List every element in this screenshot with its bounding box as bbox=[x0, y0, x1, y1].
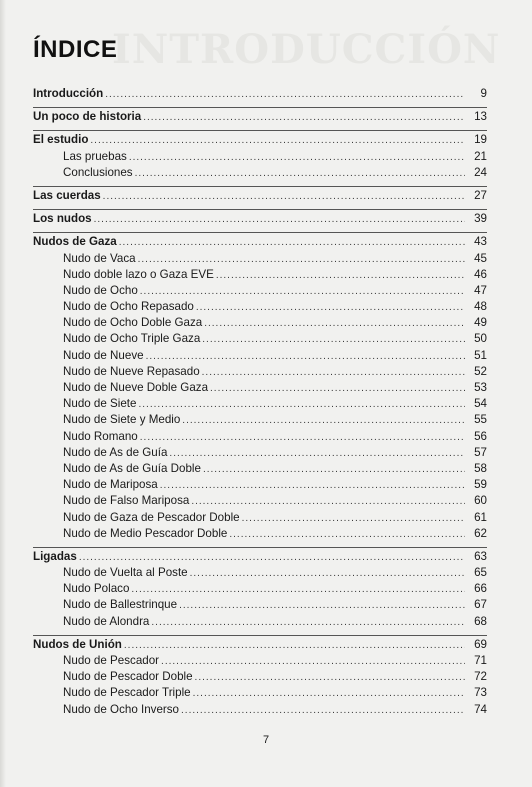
toc-chapter-entry bbox=[33, 86, 487, 102]
toc-leader-dots bbox=[79, 550, 465, 566]
toc-entry-label: Nudo de Nueve Doble Gaza bbox=[63, 381, 209, 394]
toc-leader-dots bbox=[94, 212, 465, 228]
toc-subentry bbox=[33, 526, 487, 542]
toc-leader-dots bbox=[90, 133, 465, 149]
toc-leader-dots bbox=[105, 87, 465, 103]
toc-subentry bbox=[33, 396, 487, 412]
toc-section bbox=[33, 130, 487, 181]
toc-subentry bbox=[33, 251, 487, 267]
toc-section bbox=[33, 232, 487, 542]
toc-entry-page: 51 bbox=[474, 348, 487, 362]
toc-leader-dots bbox=[182, 413, 465, 429]
toc-leader-dots bbox=[191, 494, 465, 510]
toc-entry-label: Nudo de Vuelta al Poste bbox=[63, 566, 188, 580]
toc-section bbox=[33, 209, 487, 227]
toc-chapter-entry bbox=[33, 234, 487, 250]
toc-subentry bbox=[33, 653, 487, 669]
toc-entry-page: 9 bbox=[480, 87, 487, 100]
toc-subentry bbox=[33, 510, 487, 526]
toc-entry-page: 74 bbox=[474, 702, 487, 716]
toc-entry-page: 60 bbox=[474, 494, 487, 508]
toc-leader-dots bbox=[161, 654, 465, 670]
toc-leader-dots bbox=[140, 284, 465, 300]
toc-leader-dots bbox=[242, 511, 465, 527]
toc-leader-dots bbox=[160, 478, 465, 494]
toc-subentry bbox=[33, 299, 487, 315]
toc-entry-page: 54 bbox=[474, 397, 487, 411]
toc-leader-dots bbox=[140, 430, 465, 446]
toc-subentry bbox=[33, 315, 487, 331]
toc-leader-dots bbox=[143, 110, 465, 126]
toc-entry-page: 58 bbox=[474, 461, 487, 475]
toc-leader-dots bbox=[131, 582, 465, 598]
toc-entry-label: Un poco de historia bbox=[33, 110, 142, 124]
toc-entry-label: Nudo de Siete bbox=[63, 397, 137, 411]
toc-leader-dots bbox=[229, 527, 465, 543]
toc-chapter-entry bbox=[33, 637, 487, 653]
toc-chapter-entry bbox=[33, 132, 487, 148]
toc-entry-page: 49 bbox=[474, 316, 487, 330]
toc-entry-page: 57 bbox=[474, 445, 487, 459]
toc-entry-label: Nudo de Ocho bbox=[63, 283, 138, 297]
toc-entry-page: 50 bbox=[474, 332, 487, 346]
toc-entry-label: Nudo de Pescador Triple bbox=[63, 686, 191, 700]
toc-entry-page: 59 bbox=[474, 478, 487, 492]
toc-leader-dots bbox=[151, 615, 465, 631]
toc-subentry bbox=[33, 165, 487, 181]
toc-entry-page: 53 bbox=[474, 381, 487, 394]
toc-entry-page: 52 bbox=[474, 364, 487, 378]
toc-section bbox=[33, 186, 487, 204]
toc-leader-dots bbox=[169, 446, 465, 462]
toc-entry-label: Nudo de Ocho Inverso bbox=[63, 702, 180, 716]
toc-entry-page: 66 bbox=[474, 582, 487, 596]
toc-subentry bbox=[33, 685, 487, 701]
toc-chapter-entry bbox=[33, 188, 487, 204]
toc-subentry bbox=[33, 493, 487, 509]
toc-entry-page: 68 bbox=[474, 614, 487, 628]
toc-entry-page: 63 bbox=[474, 549, 487, 563]
page-title: ÍNDICE bbox=[33, 36, 118, 63]
toc-leader-dots bbox=[202, 365, 465, 381]
toc-subentry bbox=[33, 429, 487, 445]
toc-subentry bbox=[33, 597, 487, 613]
toc-entry-page: 72 bbox=[474, 670, 487, 684]
toc-entry-label: Nudo de Siete y Medio bbox=[63, 413, 181, 427]
toc-entry-label: Nudo de Medio Pescador Doble bbox=[63, 526, 228, 540]
toc-entry-page: 43 bbox=[474, 235, 487, 249]
toc-entry-label: Nudo Romano bbox=[63, 429, 138, 443]
toc-chapter-entry bbox=[33, 549, 487, 565]
table-of-contents bbox=[33, 85, 487, 718]
toc-section bbox=[33, 635, 487, 718]
toc-leader-dots bbox=[119, 235, 465, 251]
toc-leader-dots bbox=[202, 332, 465, 348]
toc-entry-label: Introducción bbox=[33, 87, 104, 100]
toc-leader-dots bbox=[181, 703, 465, 719]
toc-subentry bbox=[33, 461, 487, 477]
toc-entry-page: 21 bbox=[474, 149, 487, 163]
toc-entry-page: 69 bbox=[474, 637, 487, 651]
toc-entry-label: Nudo de Ocho Doble Gaza bbox=[63, 316, 203, 330]
toc-leader-dots bbox=[124, 638, 465, 654]
toc-entry-label: Nudo de Mariposa bbox=[63, 478, 158, 492]
toc-entry-page: 24 bbox=[474, 165, 487, 179]
toc-subentry bbox=[33, 267, 487, 283]
toc-entry-label: Ligadas bbox=[33, 549, 77, 563]
toc-subentry bbox=[33, 669, 487, 685]
toc-subentry bbox=[33, 331, 487, 347]
toc-entry-label: Nudo doble lazo o Gaza EVE bbox=[63, 267, 214, 281]
toc-leader-dots bbox=[179, 598, 465, 614]
toc-leader-dots bbox=[103, 189, 465, 205]
toc-chapter-entry bbox=[33, 109, 487, 125]
toc-subentry bbox=[33, 348, 487, 364]
toc-entry-page: 27 bbox=[474, 188, 487, 202]
toc-leader-dots bbox=[190, 566, 465, 582]
toc-entry-page: 56 bbox=[474, 429, 487, 443]
toc-section bbox=[33, 85, 487, 102]
toc-subentry bbox=[33, 364, 487, 380]
toc-entry-label: Nudos de Gaza bbox=[33, 235, 117, 249]
toc-entry-page: 62 bbox=[474, 526, 487, 540]
toc-entry-page: 19 bbox=[474, 133, 487, 147]
toc-entry-label: Nudo de Ocho Triple Gaza bbox=[63, 332, 201, 346]
toc-chapter-entry bbox=[33, 211, 487, 227]
toc-subentry bbox=[33, 412, 487, 428]
toc-entry-label: Nudo de As de Guía bbox=[63, 445, 168, 459]
toc-entry-label: Conclusiones bbox=[63, 165, 133, 179]
toc-section bbox=[33, 547, 487, 630]
toc-entry-page: 46 bbox=[474, 267, 487, 281]
toc-entry-label: Los nudos bbox=[33, 212, 92, 226]
toc-leader-dots bbox=[138, 397, 465, 413]
page-number: 7 bbox=[262, 734, 270, 746]
toc-entry-label: Las cuerdas bbox=[33, 188, 101, 202]
toc-leader-dots bbox=[203, 462, 465, 478]
toc-entry-page: 13 bbox=[474, 110, 487, 124]
toc-leader-dots bbox=[135, 166, 465, 182]
toc-subentry bbox=[33, 149, 487, 165]
toc-subentry bbox=[33, 380, 487, 396]
toc-entry-label: Nudo de As de Guía Doble bbox=[63, 461, 201, 475]
toc-entry-page: 47 bbox=[474, 283, 487, 297]
toc-subentry bbox=[33, 702, 487, 718]
toc-subentry bbox=[33, 283, 487, 299]
toc-leader-dots bbox=[216, 268, 465, 284]
toc-section bbox=[33, 107, 487, 125]
toc-entry-page: 67 bbox=[474, 598, 487, 612]
toc-entry-label: Nudo de Pescador bbox=[63, 654, 160, 667]
toc-entry-page: 65 bbox=[474, 566, 487, 580]
toc-entry-label: Nudo de Vaca bbox=[63, 251, 136, 265]
toc-entry-label: Nudo de Ballestrinque bbox=[63, 598, 178, 612]
toc-entry-label: Nudo de Alondra bbox=[63, 614, 150, 628]
toc-leader-dots bbox=[195, 670, 465, 686]
toc-leader-dots bbox=[196, 300, 465, 316]
toc-entry-label: Las pruebas bbox=[63, 149, 127, 163]
toc-subentry bbox=[33, 445, 487, 461]
toc-entry-page: 71 bbox=[474, 654, 487, 667]
toc-entry-label: Nudos de Unión bbox=[33, 637, 122, 651]
toc-entry-page: 48 bbox=[474, 300, 487, 314]
toc-entry-page: 45 bbox=[474, 251, 487, 265]
toc-leader-dots bbox=[146, 349, 465, 365]
toc-leader-dots bbox=[204, 316, 465, 332]
toc-entry-page: 61 bbox=[474, 510, 487, 524]
page-edge-shadow bbox=[0, 0, 6, 787]
toc-entry-page: 55 bbox=[474, 413, 487, 427]
toc-entry-label: Nudo de Pescador Doble bbox=[63, 670, 193, 684]
toc-subentry bbox=[33, 477, 487, 493]
toc-subentry bbox=[33, 581, 487, 597]
toc-entry-label: Nudo de Nueve Repasado bbox=[63, 364, 200, 378]
toc-subentry bbox=[33, 614, 487, 630]
toc-leader-dots bbox=[193, 686, 465, 702]
toc-entry-page: 39 bbox=[474, 212, 487, 226]
toc-entry-label: Nudo de Nueve bbox=[63, 348, 144, 362]
toc-entry-page: 73 bbox=[474, 686, 487, 700]
toc-leader-dots bbox=[138, 252, 465, 268]
toc-entry-label: Nudo de Falso Mariposa bbox=[63, 494, 190, 508]
toc-entry-label: El estudio bbox=[33, 133, 89, 147]
toc-entry-label: Nudo de Gaza de Pescador Doble bbox=[63, 510, 240, 524]
toc-entry-label: Nudo de Ocho Repasado bbox=[63, 300, 194, 314]
toc-entry-label: Nudo Polaco bbox=[63, 582, 130, 596]
watermark-text: INTRODUCCIÓN bbox=[112, 26, 501, 73]
toc-subentry bbox=[33, 565, 487, 581]
toc-leader-dots bbox=[210, 381, 465, 397]
toc-leader-dots bbox=[129, 150, 465, 166]
